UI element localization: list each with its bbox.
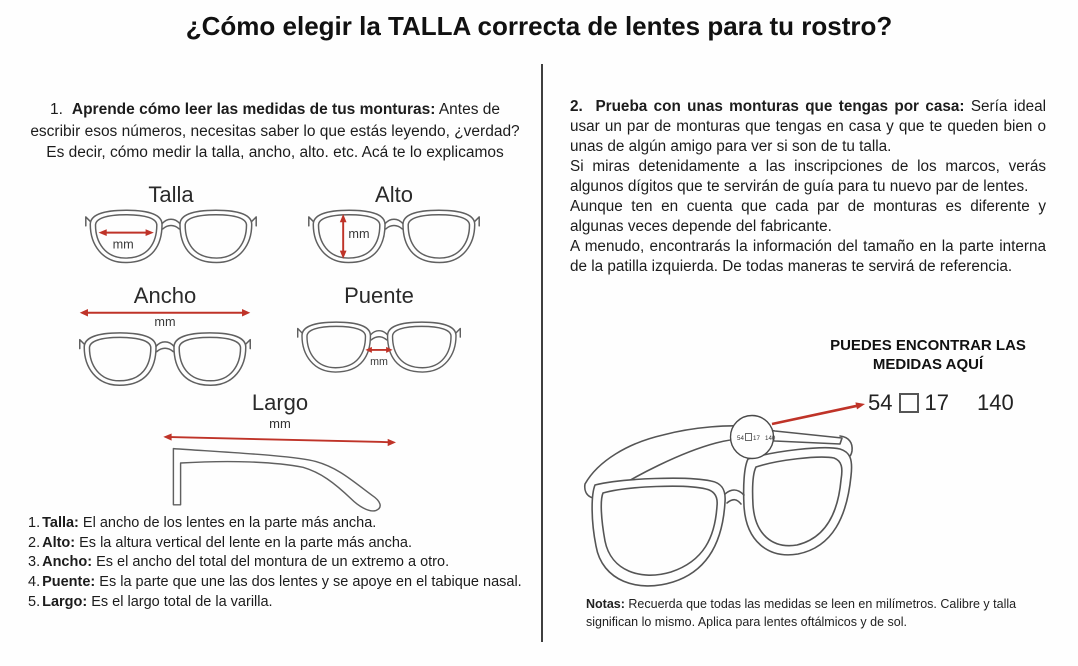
glasses-front-alto-diagram: [308, 205, 480, 276]
puente-label: Puente: [344, 283, 414, 308]
callout-arrow: [772, 402, 865, 424]
alto-mm-label: mm: [348, 226, 370, 241]
talla-label: Talla: [148, 182, 194, 207]
talla-measure-arrow: [99, 229, 154, 236]
far-lens-outer: [744, 448, 852, 555]
bridge-size-value: 17: [924, 390, 949, 415]
glasses-front-talla-diagram: [85, 205, 257, 276]
alto-label: Alto: [375, 182, 413, 207]
inscription-lens-value: 54: [737, 435, 744, 442]
definition-talla: 1. Talla: El ancho de los lentes en la parte más ancha.: [28, 515, 377, 531]
notes-lead: Notas:: [586, 597, 625, 611]
step1-body: Antes de escribir esos números, necesitas saber lo que estás leyendo, ¿verdad? Es decir, cómo medir la talla, ancho, alto. etc. Acá te lo explicamos: [30, 101, 520, 161]
step2-number: 2.: [570, 98, 583, 115]
step2-body3: Aunque ten en cuenta que cada par de monturas es diferente y algunas veces depende del fabricante.: [570, 198, 1046, 235]
step2-lead: Prueba con unas monturas que tengas por casa:: [595, 98, 965, 115]
definition-puente: 4. Puente: Es la parte que une las dos lentes y se apoye en el tabique nasal.: [28, 574, 522, 591]
page-title: ¿Cómo elegir la TALLA correcta de lentes para tu rostro?: [185, 11, 893, 41]
step1-lead: Aprende cómo leer las medidas de tus monturas:: [71, 101, 436, 118]
step2-body1: Sería ideal usar un par de monturas que tengas en casa y que te queden bien o unas de algún amigo para ver si son de tu talla.: [570, 98, 1047, 155]
step1-number: 1.: [49, 101, 63, 118]
temple-size-value: 140: [976, 390, 1014, 415]
step2-body4: A menudo, encontrarás la información del tamaño en la parte interna de la patilla izquierda. De todas maneras te servirá de referencia.: [570, 238, 1046, 275]
temple-arm-sketch: [173, 449, 380, 511]
glasses-front-ancho-diagram: [79, 305, 251, 399]
measures-heading: PUEDES ENCONTRAR LAS MEDIDAS AQUÍ: [830, 337, 1026, 373]
largo-measure-arrow: [163, 433, 396, 446]
measurement-values: [868, 390, 1014, 416]
inscription-temple-value: 140: [765, 435, 776, 442]
talla-mm-label: mm: [112, 237, 134, 252]
definition-alto: 2. Alto: Es la altura vertical del lente en la parte más ancha.: [28, 534, 413, 551]
definition-largo: 5. Largo: Es el largo total de la varilla.: [28, 593, 273, 610]
temple-side-largo-diagram: [157, 427, 403, 512]
bridge-sketch-lower: [727, 500, 741, 504]
step2-paragraph: [570, 97, 1046, 277]
glasses-front-puente-diagram: [297, 317, 461, 385]
largo-mm-label: mm: [269, 416, 291, 431]
alto-measure-arrow: [340, 214, 347, 259]
definition-ancho: 3. Ancho: Es el ancho del total del montura de un extremo a otro.: [28, 554, 450, 571]
notes-paragraph: [586, 596, 1034, 631]
bridge-sketch: [725, 490, 744, 495]
largo-label: Largo: [251, 390, 309, 415]
puente-mm-label: mm: [370, 355, 388, 368]
inscription-bridge-value: 17: [753, 435, 760, 442]
near-lens-outer: [592, 478, 725, 586]
step2-body2: Si miras detenidamente a las inscripciones de los marcos, verás algunos dígitos que te servirán de guía para tu nuevo par de lentes.: [570, 158, 1046, 195]
glasses-perspective-illustration: [578, 391, 878, 596]
step1-paragraph: [28, 99, 522, 164]
ancho-mm-label: mm: [154, 314, 176, 330]
notes-text: Recuerda que todas las medidas se leen en milímetros. Calibre y talla significan lo mismo. Aplica para lentes oftálmicos y de sol.: [586, 597, 1017, 629]
definitions-list: [28, 514, 544, 613]
ancho-label: Ancho: [133, 283, 197, 308]
lens-square-icon: [899, 393, 919, 413]
lens-size-value: 54: [868, 390, 893, 415]
